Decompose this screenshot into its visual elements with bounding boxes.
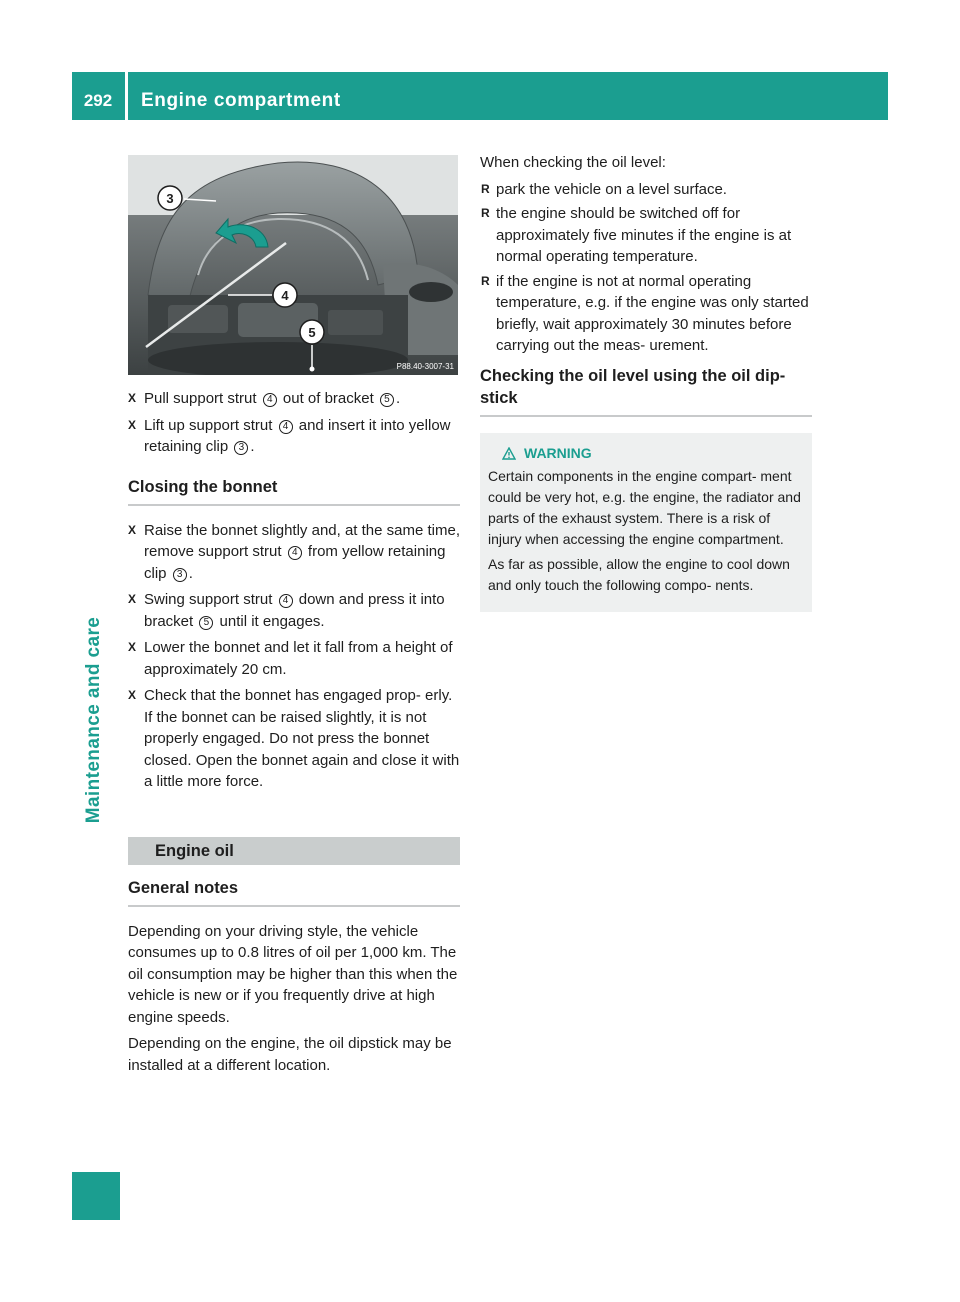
chapter-tab <box>79 600 109 840</box>
left-column <box>128 388 460 1081</box>
warning-paragraph: Certain components in the engine compart‐ ment could be very hot, e.g. the engine, the radiator and parts of the exhaust system. There is a risk of injury when accessing the engine compartment. <box>488 467 801 547</box>
reference-number-4: 4 <box>263 393 277 407</box>
reference-number-3: 3 <box>234 441 248 455</box>
svg-text:5: 5 <box>308 325 316 340</box>
callout-3 <box>158 186 182 210</box>
page-title: Engine compartment <box>141 90 341 111</box>
warning-title-text: WARNING <box>524 444 592 461</box>
general-notes-heading: General notes <box>128 877 460 907</box>
instruction-step: X Swing support strut 4 down and press it into bracket 5 until it engages. <box>128 589 460 632</box>
bullet-item: R park the vehicle on a level surface. <box>480 179 812 201</box>
paragraph: Depending on the engine, the oil dipstick may be installed at a different location. <box>128 1035 452 1074</box>
figure-code: P88.40-3007-31 <box>396 362 454 371</box>
bullet-item: R the engine should be switched off for approximately five minutes if the engine is at normal operating temperature. <box>480 203 812 268</box>
reference-number-4: 4 <box>279 594 293 608</box>
svg-text:4: 4 <box>281 288 289 303</box>
reference-number-3: 3 <box>173 568 187 582</box>
instruction-step: X Check that the bonnet has engaged prop‐ erly. <box>128 685 460 707</box>
warning-paragraph: As far as possible, allow the engine to cool down and only touch the following compo‐ nents. <box>488 555 790 593</box>
closing-bonnet-heading: Closing the bonnet <box>128 476 460 506</box>
reference-number-5: 5 <box>380 393 394 407</box>
reference-number-5: 5 <box>199 616 213 630</box>
page-number: 292 <box>83 91 113 110</box>
paragraph: Depending on your driving style, the vehicle consumes up to 0.8 litres of oil per 1,000 km. The oil consumption may be higher than this when the vehicle is new or if you frequently drive at high engine speeds. <box>128 922 458 1026</box>
warning-title <box>502 443 804 464</box>
right-column <box>480 152 812 612</box>
reference-number-4: 4 <box>279 420 293 434</box>
instruction-step: X Pull support strut 4 out of bracket 5 . <box>128 388 460 410</box>
warning-box <box>480 433 812 612</box>
engine-oil-section-title: Engine oil <box>128 837 460 865</box>
closing-steps <box>128 520 460 793</box>
warning-triangle-icon <box>502 447 516 460</box>
engine-bay-illustration <box>128 155 458 375</box>
callout-4 <box>273 283 297 307</box>
instruction-step: X Raise the bonnet slightly and, at the same time, remove support strut 4 from yellow retaining clip 3 . <box>128 520 460 585</box>
instruction-step: X Lower the bonnet and let it fall from a height of approximately 20 cm. <box>128 637 460 680</box>
bonnet-support-strut-figure <box>128 155 458 375</box>
bullet-item: R if the engine is not at normal operating temperature, e.g. if the engine was only started briefly, wait approximately 30 minutes before carrying out the meas‐ urement. <box>480 271 812 357</box>
oil-check-intro: When checking the oil level: <box>480 154 666 171</box>
header-divider <box>125 72 128 120</box>
callout-5 <box>300 320 324 344</box>
closing-followup-text: If the bonnet can be raised slightly, it is not properly engaged. Do not press the bonnet closed. Open the bonnet again and close it with a little more force. <box>144 708 460 790</box>
instruction-step: X Lift up support strut 4 and insert it into yellow retaining clip 3 . <box>128 415 460 458</box>
chapter-tab-marker <box>72 1172 120 1220</box>
reference-number-4: 4 <box>288 546 302 560</box>
oil-dipstick-heading: Checking the oil level using the oil dip‐ stick <box>480 365 812 417</box>
svg-text:3: 3 <box>166 191 174 206</box>
open-steps <box>128 388 460 458</box>
chapter-tab-label: Maintenance and care <box>83 616 104 824</box>
